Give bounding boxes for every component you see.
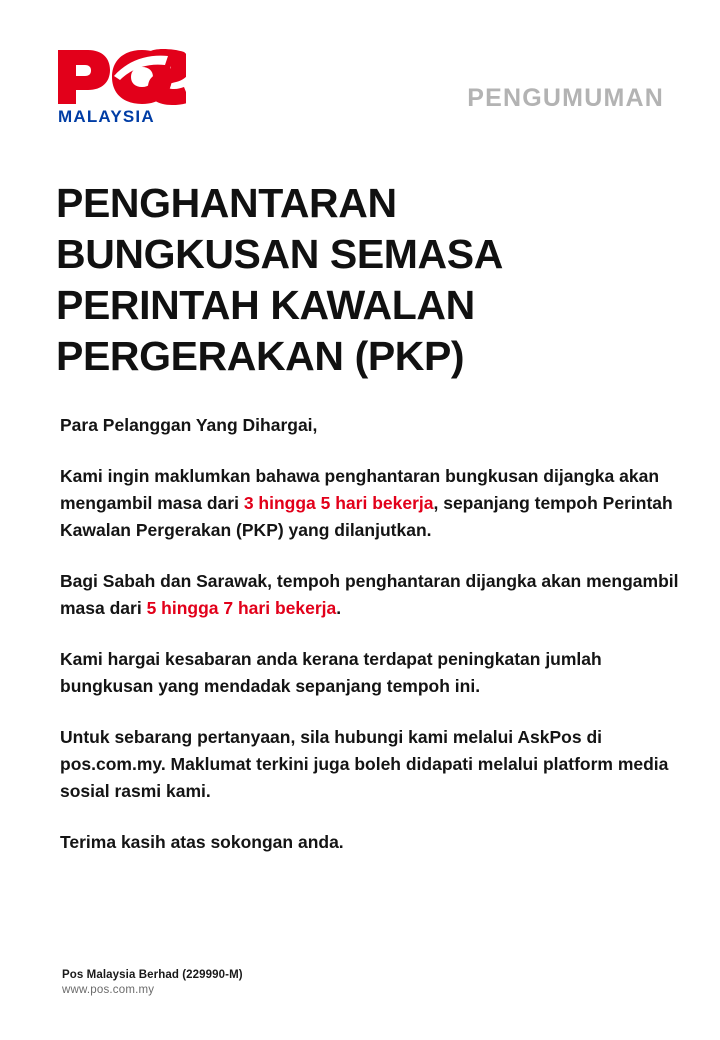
announcement-body (60, 412, 684, 856)
paragraph-1-highlight: 3 hingga 5 hari bekerja (243, 493, 434, 513)
page-title-line-2: BUNGKUSAN SEMASA (56, 231, 503, 277)
paragraph-delivery-peninsular (60, 463, 684, 544)
paragraph-patience: Kami hargai kesabaran anda kerana terdapat peningkatan jumlah bungkusan yang mendadak sepanjang tempoh ini. (60, 649, 602, 696)
paragraph-delivery-sabah-sarawak (60, 568, 684, 622)
page-title-line-4: PERGERAKAN (PKP) (56, 333, 465, 379)
paragraph-thanks: Terima kasih atas sokongan anda. (60, 832, 344, 852)
page-title-line-1: PENGHANTARAN (56, 180, 397, 226)
announcement-label: PENGUMUMAN (467, 84, 664, 112)
paragraph-2-text-after: . (336, 598, 342, 618)
footer-company-name: Pos Malaysia Berhad (229990-M) (62, 969, 243, 981)
page-title-line-3: PERINTAH KAWALAN (56, 282, 475, 328)
paragraph-1-text-after: , sepanjang tempoh Perintah Kawalan Pergerakan (PKP) yang dilanjutkan. (60, 493, 673, 540)
footer-website-url: www.pos.com.my (62, 984, 155, 996)
paragraph-2-text-before: Bagi Sabah dan Sarawak, tempoh penghantaran dijangka akan mengambil masa dari (60, 571, 679, 618)
page-title (56, 178, 680, 382)
paragraph-1-text-before: Kami ingin maklumkan bahawa penghantaran bungkusan dijangka akan mengambil masa dari (60, 466, 660, 513)
salutation: Para Pelanggan Yang Dihargai, (60, 415, 318, 435)
paragraph-contact: Untuk sebarang pertanyaan, sila hubungi kami melalui AskPos di pos.com.my. Maklumat terkini juga boleh didapati melalui platform media sosial rasmi kami. (60, 727, 669, 801)
pos-malaysia-logo (56, 46, 186, 128)
page-footer (62, 969, 243, 996)
paragraph-2-highlight: 5 hingga 7 hari bekerja (146, 598, 337, 618)
page-header (56, 46, 664, 126)
svg-text:MALAYSIA: MALAYSIA (58, 107, 155, 126)
